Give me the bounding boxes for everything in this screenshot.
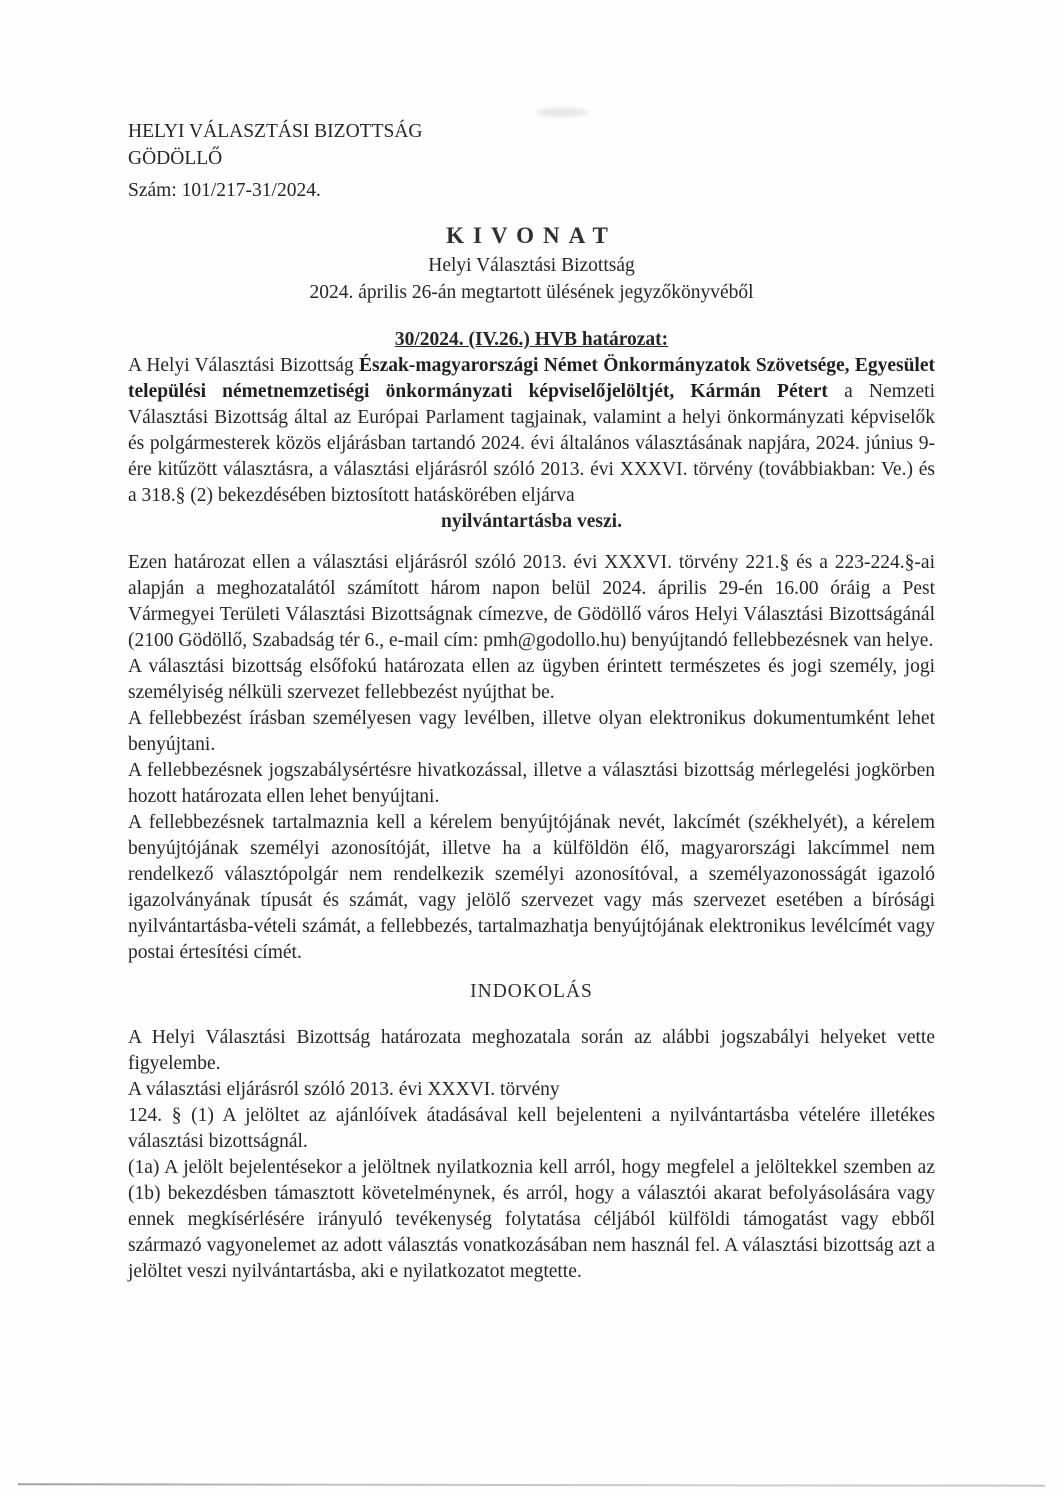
kivonat-title: KIVONAT [446,223,617,248]
document-number: Szám: 101/217-31/2024. [128,180,321,201]
verdict-line: nyilvántartásba veszi. [441,511,622,532]
appeal-paragraph: A választási bizottság elsőfokú határozata ellen az ügyben érintett természetes és jogi személy, jogi személyiség nélküli szervezet fellebbezést nyújthat be. [128,656,935,703]
kivonat-heading-block [128,220,935,306]
appeal-paragraph: A fellebbezésnek tartalmaznia kell a kérelem benyújtójának nevét, lakcímét (székhelyét), a kérelem benyújtójának személyi azonosítóját, illetve ha a külföldön élő, magyarországi lakcímmel nem rendelkező választópolgár nem rendelkezik személyi azonosítóval, a személyazonosságát igazoló igazolványának típusát és számát, vagy jelölő szervezet vagy más szervezet esetében a bírósági nyilvántartásba-vételi számát, a fellebbezés, tartalmazhatja benyújtójának elektronikus levélcímét vagy postai értesítési címét. [128,812,935,963]
scan-artifact [536,108,588,117]
indokolas-paragraph: A Helyi Választási Bizottság határozata meghozatala során az alábbi jogszabályi helyeket vette figyelembe. [128,1027,935,1074]
letterhead [128,118,935,204]
issuer-city: GÖDÖLLŐ [128,148,223,169]
kivonat-session: 2024. április 26-án megtartott ülésének jegyzőkönyvéből [309,282,754,303]
document-content [128,118,935,1285]
decision-heading-text: 30/2024. (IV.26.) HVB határozat: [394,329,669,350]
decision-paragraph: A Helyi Választási Bizottság Észak-magyarországi Német Önkormányzatok Szövetsége, Egyesület települési németnemzetiségi önkormányzati képviselőjelöltjét, Kármán Pétert a Nemzeti Választási Bizottság által az Európai Parlament tagjainak, valamint a helyi önkormányzati képviselők és polgármesterek közös eljárásban tartandó 2024. évi általános választásának napjára, 2024. június 9-ére kitűzött választásra, a választási eljárásról szóló 2013. évi XXXVI. törvény (továbbiakban: Ve.) és a 318.§ (2) bekezdésében biztosított hatáskörében eljárva [128,355,935,506]
appeal-paragraph: Ezen határozat ellen a választási eljárásról szóló 2013. évi XXXVI. törvény 221.§ és a 223-224.§-ai alapján a meghozatalától számított három napon belül 2024. április 29-én 16.00 óráig a Pest Vármegyei Területi Választási Bizottságnak címezve, de Gödöllő város Helyi Választási Bizottságánál (2100 Gödöllő, Szabadság tér 6., e-mail cím: pmh@godollo.hu) benyújtandó fellebbezésnek van helye. [128,552,935,651]
indokolas-paragraph: (1a) A jelölt bejelentésekor a jelöltnek nyilatkoznia kell arról, hogy megfelel a jelöltekkel szemben az (1b) bekezdésben támasztott követelménynek, és arról, hogy a választói akarat befolyásolására vagy ennek megkísérlésére irányuló tevékenység folytatása céljából külföldi támogatást vagy ebből származó vagyonelemet az adott választás vonatkozásában nem használ fel. A választási bizottság azt a jelöltet veszi nyilvántartásba, aki e nyilatkozatot megtette. [128,1157,935,1282]
indokolas-heading: INDOKOLÁS [470,981,593,1002]
appeal-paragraph: A fellebbezést írásban személyesen vagy levélben, illetve olyan elektronikus dokumentumként lehet benyújtani. [128,708,935,755]
scan-bottom-edge [18,1483,1045,1486]
indokolas-paragraph: A választási eljárásról szóló 2013. évi XXXVI. törvény [128,1079,560,1100]
issuer-name: HELYI VÁLASZTÁSI BIZOTTSÁG [128,121,423,142]
appeal-paragraph: A fellebbezésnek jogszabálysértésre hivatkozással, illetve a választási bizottság mérlegelési jogkörben hozott határozata ellen lehet benyújtani. [128,760,935,807]
decision-heading [128,326,935,353]
appeal-section [128,550,935,966]
indokolas-section [128,1025,935,1285]
kivonat-org: Helyi Választási Bizottság [428,255,635,276]
indokolas-paragraph: 124. § (1) A jelöltet az ajánlóívek átadásával kell bejelenteni a nyilvántartásba vételére illetékes választási bizottságnál. [128,1105,935,1152]
